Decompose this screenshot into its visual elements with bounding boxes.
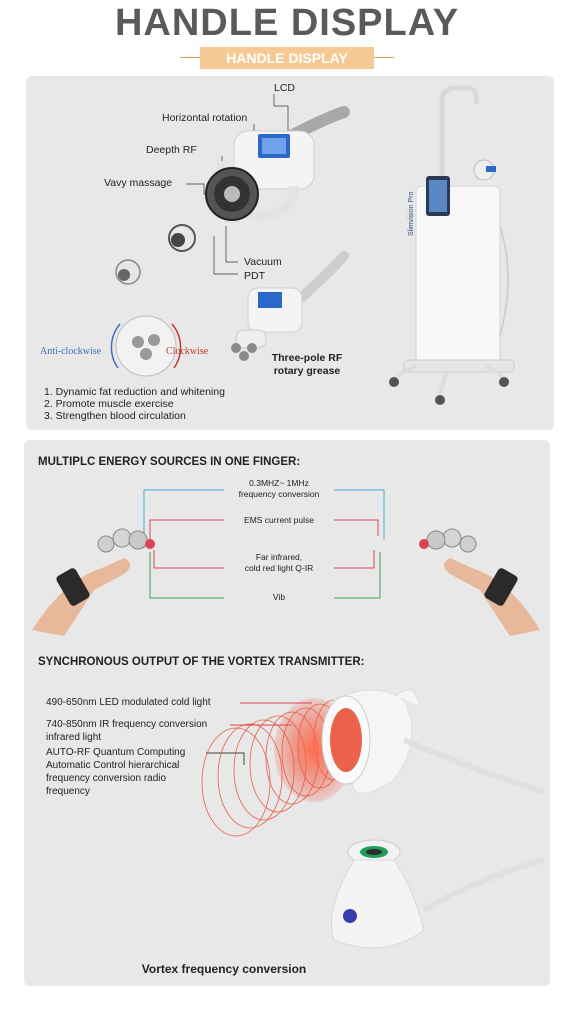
label-vavy-massage: Vavy massage [104, 177, 173, 189]
subtitle-rule-right [372, 57, 394, 58]
vortex-ir-line1: 740-850nm IR frequency conversion [46, 719, 208, 730]
label-deepth-rf: Deepth RF [146, 144, 197, 156]
vortex-caption: Vortex frequency conversion [141, 962, 307, 976]
label-clockwise: Clockwise [166, 346, 209, 357]
vortex-rf-line2: Automatic Control hierarchical [46, 760, 180, 771]
subtitle-rule-left [180, 57, 202, 58]
label-three-pole-line1: Three-pole RF [271, 352, 343, 364]
energy-heading: MULTIPLC ENERGY SOURCES IN ONE FINGER: [38, 456, 301, 468]
vortex-ir-line2: infrared light [46, 732, 102, 743]
vortex-rf-line1: AUTO-RF Quantum Computing [46, 747, 186, 758]
benefit-item: 2. Promote muscle exercise [44, 398, 174, 410]
vortex-heading: SYNCHRONOUS OUTPUT OF THE VORTEX TRANSMITTER: [38, 656, 365, 668]
label-horizontal-rotation: Horizontal rotation [162, 112, 248, 124]
energy-infrared-line2: cold red light Q-IR [244, 563, 314, 573]
energy-vib: Vib [272, 592, 286, 602]
label-pdt: PDT [244, 270, 265, 282]
vortex-rf-line3: frequency conversion radio [46, 773, 167, 784]
benefit-item: 1. Dynamic fat reduction and whitening [44, 386, 225, 398]
energy-infrared-line1: Far infrared, [255, 552, 303, 562]
label-anti-clockwise: Anti-clockwise [40, 346, 102, 357]
energy-freq-line1: 0.3MHZ~ 1MHz [249, 478, 309, 488]
benefit-item: 3. Strengthen blood circulation [44, 410, 186, 422]
device-cart-illustration [26, 76, 554, 430]
label-lcd: LCD [274, 82, 296, 94]
vortex-led: 490-650nm LED modulated cold light [46, 697, 211, 708]
energy-panel [24, 440, 550, 986]
vortex-rf-line4: frequency [46, 786, 90, 797]
page-title: HANDLE DISPLAY [114, 2, 460, 44]
device-brand-label: Slimvision Pro [408, 191, 415, 236]
label-three-pole-line2: rotary grease [273, 365, 341, 377]
label-vacuum: Vacuum [244, 256, 282, 268]
energy-ems: EMS current pulse [244, 515, 314, 525]
subtitle-banner: HANDLE DISPLAY [200, 47, 374, 69]
energy-freq-line2: frequency conversion [238, 489, 320, 499]
vortex-transmitter-illustration [24, 440, 550, 986]
handle-panel [26, 76, 554, 430]
